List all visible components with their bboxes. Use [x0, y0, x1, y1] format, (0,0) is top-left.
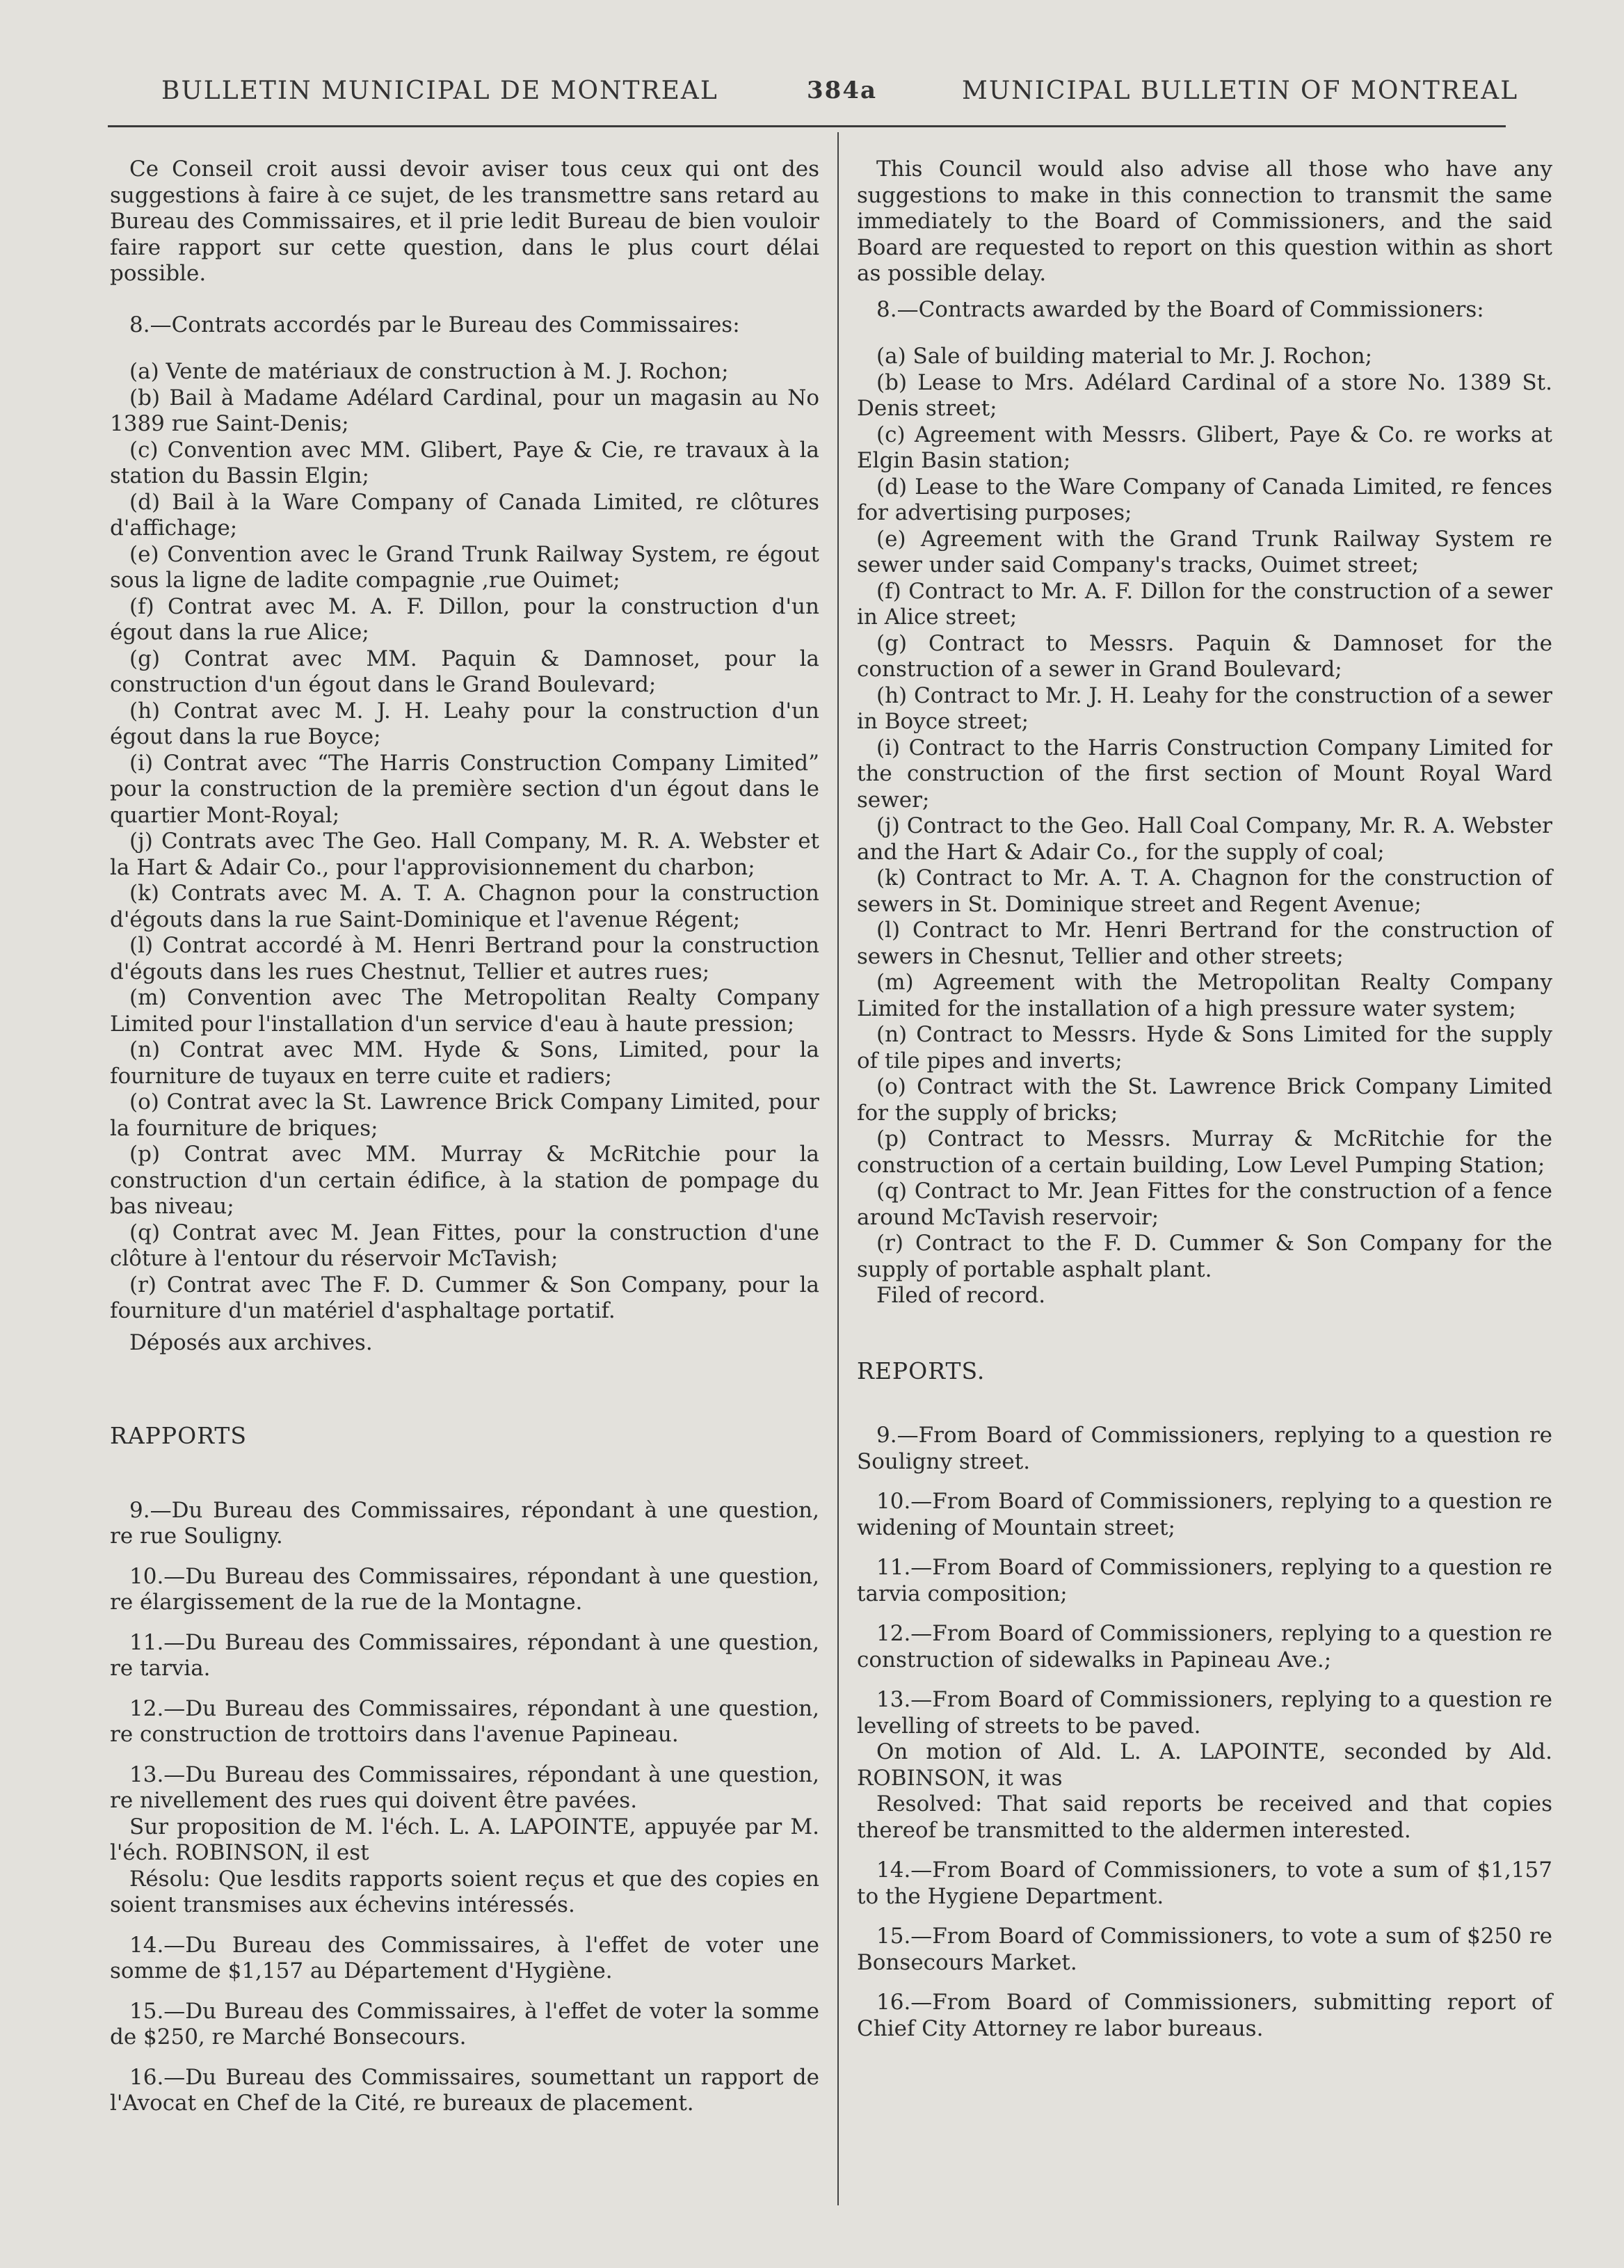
list-item: 12.—From Board of Commissioners, replying to a question re construction of sidewalks in Papineau Ave.; — [857, 1621, 1552, 1672]
list-item: 15.—From Board of Commissioners, to vote a sum of $250 re Bonsecours Market. — [857, 1924, 1552, 1975]
resolution-text: Résolu: Que lesdits rapports soient reçus et que des copies en soient transmises aux échevins intéressés. — [110, 1866, 819, 1917]
list-item: 16.—From Board of Commissioners, submitting report of Chief City Attorney re labor bureaus. — [857, 1990, 1552, 2041]
list-item: (a) Sale of building material to Mr. J. Rochon; — [876, 344, 1373, 369]
list-item: 13.—Du Bureau des Commissaires, répondant à une question, re nivellement des rues qui doivent être pavées. — [110, 1762, 819, 1813]
list-item: (b) Lease to Mrs. Adélard Cardinal of a store No. 1389 St. Denis street; — [857, 369, 1552, 421]
header-rule — [108, 125, 1506, 127]
list-item: (l) Contrat accordé à M. Henri Bertrand pour la construction d'égouts dans les rues Chestnut, Tellier et autres rues; — [110, 933, 819, 984]
paragraph: This Council would also advise all those who have any suggestions to make in this connection to transmit the same immediately to the Board of Commissioners, and the said Board are requested to report on this question within as short as possible delay. — [857, 157, 1552, 286]
reports-heading: RAPPORTS — [110, 1422, 248, 1449]
list-item: 13.—From Board of Commissioners, replying to a question re levelling of streets to be paved. — [857, 1687, 1552, 1739]
column-divider — [837, 132, 839, 2205]
list-item: (o) Contrat avec la St. Lawrence Brick Company Limited, pour la fourniture de briques; — [110, 1089, 819, 1141]
list-item: (g) Contract to Messrs. Paquin & Damnoset for the construction of a sewer in Grand Boulevard; — [857, 630, 1552, 682]
list-item: (d) Lease to the Ware Company of Canada Limited, re fences for advertising purposes; — [857, 474, 1552, 525]
motion-text: On motion of Ald. L. A. LAPOINTE, seconded by Ald. ROBINSON, it was — [857, 1739, 1552, 1791]
list-item: (r) Contract to the F. D. Cummer & Son Company for the supply of portable asphalt plant. — [857, 1231, 1552, 1282]
list-item: (m) Agreement with the Metropolitan Realty Company Limited for the installation of a high pressure water system; — [857, 970, 1552, 1021]
list-item: 10.—Du Bureau des Commissaires, répondant à une question, re élargissement de la rue de la Montagne. — [110, 1563, 819, 1615]
list-item: (j) Contract to the Geo. Hall Coal Company, Mr. R. A. Webster and the Hart & Adair Co., for the supply of coal; — [857, 813, 1552, 865]
list-item: (m) Convention avec The Metropolitan Realty Company Limited pour l'installation d'un service d'eau à haute pression; — [110, 985, 819, 1037]
list-item: 14.—From Board of Commissioners, to vote a sum of $1,157 to the Hygiene Department. — [857, 1858, 1552, 1909]
section-heading: 8.—Contracts awarded by the Board of Commissioners: — [876, 296, 1484, 322]
list-item: (d) Bail à la Ware Company of Canada Limited, re clôtures d'affichage; — [110, 489, 819, 541]
french-column — [110, 157, 819, 2117]
header-right-title: MUNICIPAL BULLETIN OF MONTREAL — [962, 77, 1519, 105]
list-item: (q) Contrat avec M. Jean Fittes, pour la construction d'une clôture à l'entour du réservoir McTavish; — [110, 1220, 819, 1271]
english-column — [857, 157, 1552, 2042]
list-item: 10.—From Board of Commissioners, replying to a question re widening of Mountain street; — [857, 1489, 1552, 1540]
list-item: (p) Contract to Messrs. Murray & McRitchie for the construction of a certain building, Low Level Pumping Station; — [857, 1126, 1552, 1178]
list-item: 16.—Du Bureau des Commissaires, soumettant un rapport de l'Avocat en Chef de la Cité, re bureaux de placement. — [110, 2064, 819, 2116]
list-item: (e) Convention avec le Grand Trunk Railway System, re égout sous la ligne de ladite compagnie ,rue Ouimet; — [110, 541, 819, 593]
resolution-text: Resolved: That said reports be received and that copies thereof be transmitted to the aldermen interested. — [857, 1791, 1552, 1843]
list-item: (f) Contract to Mr. A. F. Dillon for the construction of a sewer in Alice street; — [857, 578, 1552, 630]
section-heading: 8.—Contrats accordés par le Bureau des Commissaires: — [129, 312, 740, 337]
list-item: 9.—Du Bureau des Commissaires, répondant à une question, re rue Souligny. — [110, 1497, 819, 1549]
page-number: 384a — [807, 77, 878, 104]
list-item: (b) Bail à Madame Adélard Cardinal, pour un magasin au No 1389 rue Saint-Denis; — [110, 385, 819, 436]
list-item: (h) Contract to Mr. J. H. Leahy for the construction of a sewer in Boyce street; — [857, 682, 1552, 734]
list-item: (n) Contrat avec MM. Hyde & Sons, Limited, pour la fourniture de tuyaux en terre cuite et radiers; — [110, 1037, 819, 1089]
list-item: (i) Contrat avec “The Harris Construction Company Limited” pour la construction de la première section d'un égout dans le quartier Mont-Royal; — [110, 750, 819, 828]
list-item: 15.—Du Bureau des Commissaires, à l'effet de voter la somme de $250, re Marché Bonsecours. — [110, 1998, 819, 2050]
list-item: (p) Contrat avec MM. Murray & McRitchie pour la construction d'un certain édifice, à la station de pompage du bas niveau; — [110, 1142, 819, 1219]
list-item: (l) Contract to Mr. Henri Bertrand for the construction of sewers in Chesnut, Tellier and other streets; — [857, 918, 1552, 969]
paragraph: Ce Conseil croit aussi devoir aviser tous ceux qui ont des suggestions à faire à ce sujet, de les transmettre sans retard au Bureau des Commissaires, et il prie ledit Bureau de bien vouloir faire rapport sur cette question, dans le plus court délai possible. — [110, 157, 819, 286]
list-item: (o) Contract with the St. Lawrence Brick Company Limited for the supply of bricks; — [857, 1074, 1552, 1126]
list-item: (j) Contrats avec The Geo. Hall Company, M. R. A. Webster et la Hart & Adair Co., pour l'approvisionnement du charbon; — [110, 829, 819, 880]
reports-heading: REPORTS. — [857, 1357, 986, 1384]
list-item: (a) Vente de matériaux de construction à M. J. Rochon; — [129, 359, 729, 384]
list-item: (h) Contrat avec M. J. H. Leahy pour la construction d'un égout dans la rue Boyce; — [110, 698, 819, 749]
list-item: (c) Convention avec MM. Glibert, Paye & Cie, re travaux à la station du Bassin Elgin; — [110, 437, 819, 488]
list-item: (i) Contract to the Harris Construction Company Limited for the construction of the first section of Mount Royal Ward sewer; — [857, 735, 1552, 813]
filed-note: Déposés aux archives. — [129, 1329, 373, 1355]
motion-text: Sur proposition de M. l'éch. L. A. LAPOINTE, appuyée par M. l'éch. ROBINSON, il est — [110, 1814, 819, 1865]
filed-note: Filed of record. — [876, 1283, 1046, 1308]
list-item: (q) Contract to Mr. Jean Fittes for the construction of a fence around McTavish reservoir; — [857, 1179, 1552, 1230]
list-item: 11.—Du Bureau des Commissaires, répondant à une question, re tarvia. — [110, 1629, 819, 1681]
list-item: 11.—From Board of Commissioners, replying to a question re tarvia composition; — [857, 1555, 1552, 1606]
list-item: (g) Contrat avec MM. Paquin & Damnoset, pour la construction d'un égout dans le Grand Boulevard; — [110, 646, 819, 697]
list-item: (n) Contract to Messrs. Hyde & Sons Limited for the supply of tile pipes and inverts; — [857, 1022, 1552, 1073]
list-item: (k) Contrats avec M. A. T. A. Chagnon pour la construction d'égouts dans la rue Saint-Dominique et l'avenue Régent; — [110, 881, 819, 932]
list-item: 9.—From Board of Commissioners, replying to a question re Souligny street. — [857, 1423, 1552, 1474]
header-left-title: BULLETIN MUNICIPAL DE MONTREAL — [161, 77, 718, 105]
list-item: 12.—Du Bureau des Commissaires, répondant à une question, re construction de trottoirs dans l'avenue Papineau. — [110, 1695, 819, 1747]
list-item: 14.—Du Bureau des Commissaires, à l'effet de voter une somme de $1,157 au Département d'Hygiène. — [110, 1932, 819, 1983]
list-item: (e) Agreement with the Grand Trunk Railway System re sewer under said Company's tracks, Ouimet street; — [857, 526, 1552, 577]
list-item: (k) Contract to Mr. A. T. A. Chagnon for the construction of sewers in St. Dominique street and Regent Avenue; — [857, 865, 1552, 917]
list-item: (c) Agreement with Messrs. Glibert, Paye & Co. re works at Elgin Basin station; — [857, 422, 1552, 473]
list-item: (f) Contrat avec M. A. F. Dillon, pour la construction d'un égout dans la rue Alice; — [110, 593, 819, 645]
list-item: (r) Contrat avec The F. D. Cummer & Son Company, pour la fourniture d'un matériel d'asphaltage portatif. — [110, 1272, 819, 1323]
